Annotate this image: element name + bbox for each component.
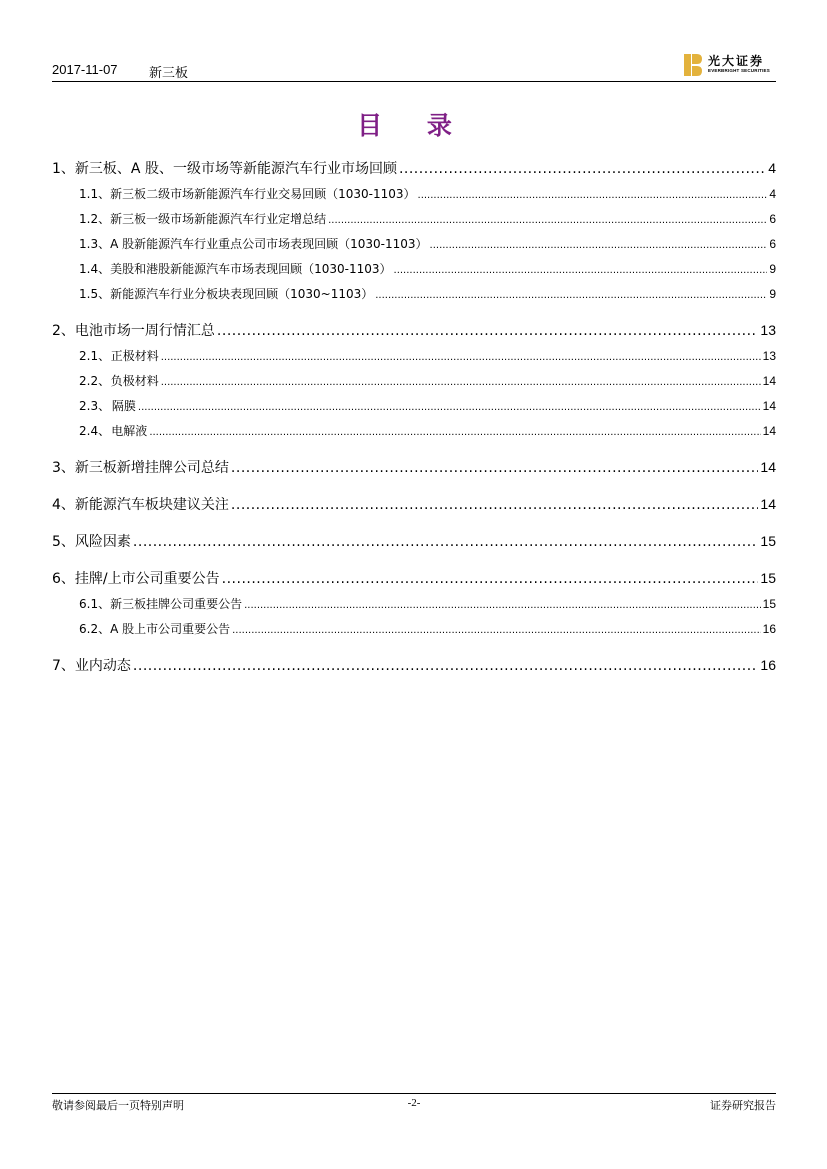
toc-leader bbox=[399, 161, 766, 177]
toc-entry-page: 16 bbox=[762, 622, 776, 636]
toc-entry-number: 2.2、 bbox=[79, 374, 111, 388]
disclaimer-note: 敬请参阅最后一页特别声明 bbox=[52, 1099, 184, 1112]
toc-entry-page: 4 bbox=[769, 187, 776, 201]
toc-leader bbox=[430, 237, 768, 251]
toc-entry[interactable] bbox=[52, 568, 776, 590]
toc-entry[interactable] bbox=[52, 235, 776, 255]
toc-entry-number: 1.2、 bbox=[79, 212, 111, 226]
toc-entry[interactable] bbox=[52, 158, 776, 180]
toc-entry-number: 2.4、 bbox=[79, 424, 111, 438]
toc-entry[interactable] bbox=[52, 595, 776, 615]
logo-text-en: EVERBRIGHT SECURITIES bbox=[708, 68, 770, 73]
toc-leader bbox=[133, 658, 759, 674]
toc-entry-page: 16 bbox=[760, 657, 776, 673]
toc-leader bbox=[231, 497, 759, 513]
toc-entry-title: 电解液 bbox=[111, 424, 148, 438]
toc-entry-number: 5、 bbox=[52, 534, 75, 550]
toc-entry-number: 6.2、 bbox=[79, 622, 111, 636]
toc-entry[interactable] bbox=[52, 285, 776, 305]
toc-title: 目 录 bbox=[357, 111, 470, 140]
toc-entry[interactable] bbox=[52, 347, 776, 367]
header-rule bbox=[52, 81, 776, 82]
toc-entry-title: 电池市场一周行情汇总 bbox=[74, 323, 215, 339]
toc-entry-title: 新能源汽车行业分板块表现回顾（1030~1103） bbox=[110, 287, 374, 301]
toc-entry[interactable] bbox=[52, 397, 776, 417]
toc-entry-number: 3、 bbox=[52, 460, 75, 476]
toc-entry-number: 2.3、 bbox=[79, 399, 111, 413]
toc-entry-title: 新三板、A 股、一级市场等新能源汽车行业市场回顾 bbox=[74, 161, 397, 177]
toc-leader bbox=[375, 287, 767, 301]
toc-leader bbox=[232, 622, 761, 636]
everbright-logo-icon bbox=[684, 54, 702, 76]
toc-entry[interactable] bbox=[52, 620, 776, 640]
toc-entry-number: 1.1、 bbox=[79, 187, 111, 201]
report-type: 证券研究报告 bbox=[710, 1099, 776, 1112]
toc-entry[interactable] bbox=[52, 655, 776, 677]
toc-leader bbox=[161, 349, 761, 363]
toc-entry-title: 风险因素 bbox=[74, 534, 131, 550]
everbright-logo bbox=[684, 52, 779, 80]
toc-leader bbox=[217, 323, 759, 339]
toc-entry-number: 2、 bbox=[52, 323, 75, 339]
toc-entry-title: 新三板一级市场新能源汽车行业定增总结 bbox=[110, 212, 327, 226]
toc-entry-page: 14 bbox=[762, 374, 776, 388]
toc-entry[interactable] bbox=[52, 210, 776, 230]
toc-leader bbox=[394, 262, 768, 276]
toc-entry-title: 负极材料 bbox=[110, 374, 159, 388]
toc-entry-number: 6.1、 bbox=[79, 597, 111, 611]
toc-leader bbox=[133, 534, 759, 550]
toc-entry[interactable] bbox=[52, 531, 776, 553]
toc-leader bbox=[231, 460, 759, 476]
toc-entry-title: 挂牌/上市公司重要公告 bbox=[74, 571, 220, 587]
toc-leader bbox=[161, 374, 761, 388]
logo-text-cn: 光大证券 bbox=[708, 54, 765, 68]
toc-entry-number: 4、 bbox=[52, 497, 75, 513]
toc-entry-number: 7、 bbox=[52, 658, 75, 674]
toc-entry-page: 14 bbox=[760, 459, 776, 475]
toc-entry-page: 9 bbox=[769, 262, 776, 276]
toc-entry-title: 隔膜 bbox=[111, 399, 136, 413]
toc-entry-page: 14 bbox=[762, 399, 776, 413]
toc-entry-page: 14 bbox=[760, 496, 776, 512]
toc-entry-title: A 股上市公司重要公告 bbox=[110, 622, 231, 636]
toc-entry[interactable] bbox=[52, 422, 776, 442]
toc-entry-page: 6 bbox=[769, 212, 776, 226]
toc-entry[interactable] bbox=[52, 372, 776, 392]
toc-entry-title: 正极材料 bbox=[110, 349, 159, 363]
toc-leader bbox=[328, 212, 767, 226]
toc-entry-page: 6 bbox=[769, 237, 776, 251]
toc-leader bbox=[222, 571, 759, 587]
page-header bbox=[52, 54, 776, 82]
toc-entry-page: 9 bbox=[769, 287, 776, 301]
toc-entry-number: 6、 bbox=[52, 571, 75, 587]
footer-rule bbox=[52, 1093, 776, 1094]
toc-entry[interactable] bbox=[52, 457, 776, 479]
toc-entry-page: 15 bbox=[760, 533, 776, 549]
report-section: 新三板 bbox=[149, 66, 189, 81]
toc-leader bbox=[244, 597, 761, 611]
toc-entry-number: 1.3、 bbox=[79, 237, 111, 251]
report-date: 2017-11-07 bbox=[52, 62, 118, 77]
toc-entry-number: 1.4、 bbox=[79, 262, 111, 276]
toc-entry-page: 4 bbox=[768, 160, 776, 176]
toc-entry-page: 14 bbox=[762, 424, 776, 438]
toc-entry-title: 新能源汽车板块建议关注 bbox=[74, 497, 229, 513]
toc-leader bbox=[138, 399, 761, 413]
toc-entry[interactable] bbox=[52, 494, 776, 516]
toc-entry-title: 新三板二级市场新能源汽车行业交易回顾（1030-1103） bbox=[110, 187, 416, 201]
toc-entry-page: 15 bbox=[762, 597, 776, 611]
toc-entry-number: 1、 bbox=[52, 161, 75, 177]
toc-entry-title: 新三板新增挂牌公司总结 bbox=[74, 460, 229, 476]
page-number: -2- bbox=[407, 1097, 421, 1109]
toc-entry-number: 2.1、 bbox=[79, 349, 111, 363]
toc-entry-number: 1.5、 bbox=[79, 287, 111, 301]
toc-entry[interactable] bbox=[52, 260, 776, 280]
toc-entry-title: 新三板挂牌公司重要公告 bbox=[110, 597, 243, 611]
toc-entry-page: 15 bbox=[760, 570, 776, 586]
toc-leader bbox=[149, 424, 760, 438]
page-footer bbox=[52, 1097, 776, 1113]
toc-entry-page: 13 bbox=[762, 349, 776, 363]
toc-entry-title: 业内动态 bbox=[74, 658, 131, 674]
toc-entry-page: 13 bbox=[760, 322, 776, 338]
toc-entry-title: 美股和港股新能源汽车市场表现回顾（1030-1103） bbox=[110, 262, 392, 276]
toc-entry-title: A 股新能源汽车行业重点公司市场表现回顾（1030-1103） bbox=[110, 237, 428, 251]
toc-leader bbox=[418, 187, 768, 201]
toc-entry[interactable] bbox=[52, 320, 776, 342]
toc-entry[interactable] bbox=[52, 185, 776, 205]
